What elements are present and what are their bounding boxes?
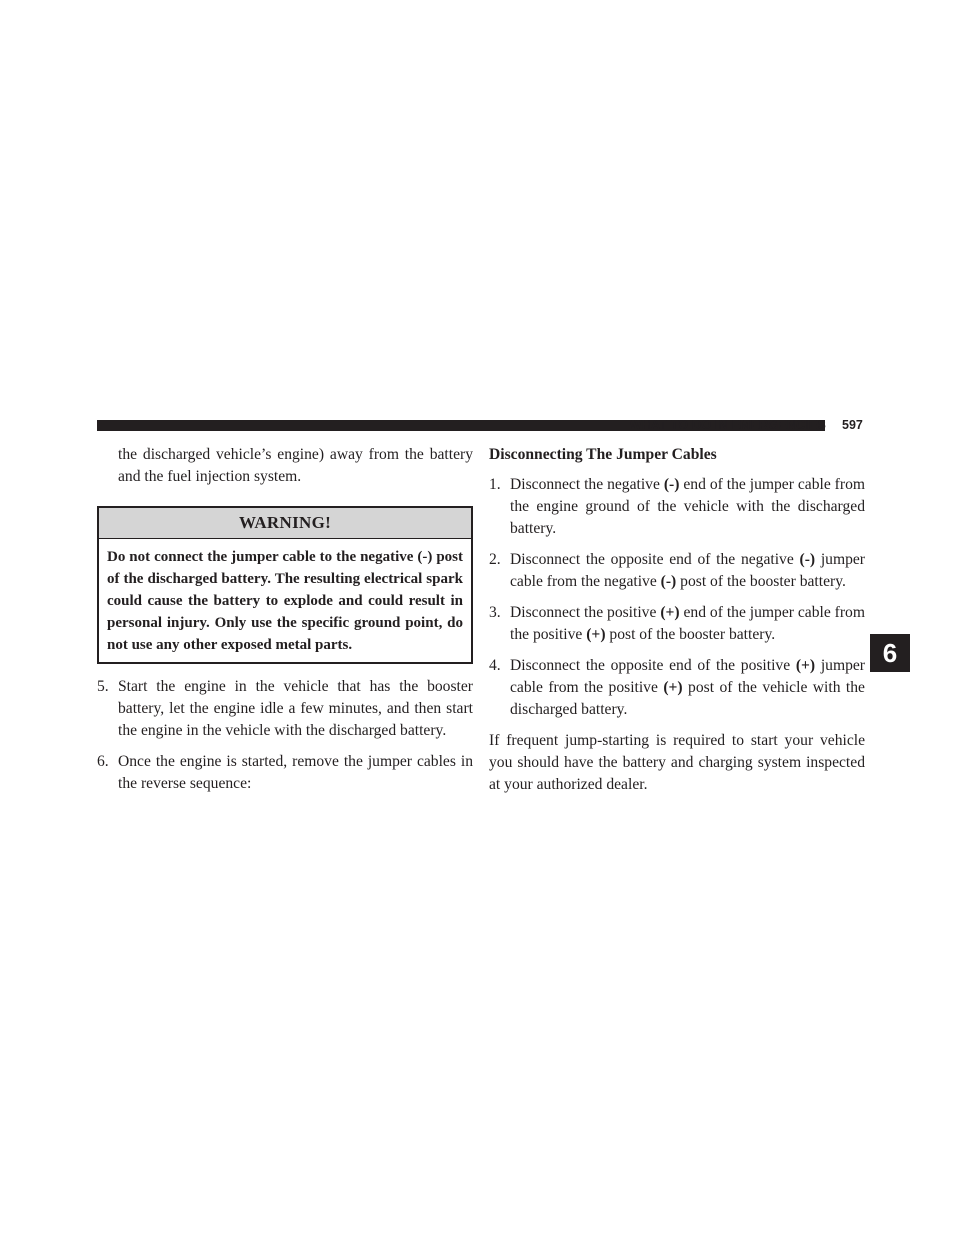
step-text: post of the booster battery. bbox=[605, 626, 776, 643]
polarity-label: (+) bbox=[663, 679, 683, 696]
right-column bbox=[489, 444, 865, 796]
page-number: 597 bbox=[842, 418, 863, 432]
list-item bbox=[489, 602, 865, 646]
closing-paragraph: If frequent jump-starting is required to start your vehicle you should have the battery and charging system inspected at your authorized dealer. bbox=[489, 732, 865, 793]
step-number: 3. bbox=[489, 604, 501, 621]
list-item bbox=[489, 549, 865, 593]
step-text: Disconnect the positive bbox=[510, 604, 661, 621]
step-text: end of the jumper cable from the engine ground of the vehicle with the discharged battery. bbox=[510, 476, 865, 537]
step-text: jumper cable from the positive bbox=[510, 657, 865, 696]
step-text: post of the vehicle with the discharged battery. bbox=[510, 679, 865, 718]
step-text: post of the booster battery. bbox=[676, 573, 846, 590]
step-text: jumper cable from the negative bbox=[510, 551, 865, 590]
step-text: Disconnect the opposite end of the positive bbox=[510, 657, 796, 674]
list-item bbox=[97, 676, 473, 742]
step-text: Start the engine in the vehicle that has the booster battery, let the engine idle a few minutes, and then start the engine in the vehicle with the discharged battery. bbox=[118, 678, 473, 739]
warning-box bbox=[97, 506, 473, 664]
disconnect-steps-list bbox=[489, 474, 865, 721]
warning-title: WARNING! bbox=[99, 508, 471, 539]
step-text: Disconnect the opposite end of the negative bbox=[510, 551, 800, 568]
left-column bbox=[97, 444, 473, 804]
polarity-label: (-) bbox=[660, 573, 677, 590]
chapter-tab: 6 bbox=[870, 634, 910, 672]
step-number: 1. bbox=[489, 476, 501, 493]
continuation-text: the discharged vehicle’s engine) away from the battery and the fuel injection system. bbox=[118, 446, 473, 485]
section-heading: Disconnecting The Jumper Cables bbox=[489, 446, 717, 463]
step-number: 2. bbox=[489, 551, 501, 568]
steps-list bbox=[97, 676, 473, 795]
step-text: Once the engine is started, remove the jumper cables in the reverse sequence: bbox=[118, 753, 473, 792]
polarity-label: (+) bbox=[586, 626, 606, 643]
step-text: end of the jumper cable from the positive bbox=[510, 604, 865, 643]
warning-text: Do not connect the jumper cable to the negative (-) post of the discharged battery. The resulting electrical spark could cause the battery to explode and could result in personal injury. Only use the specific ground point, do not use any other exposed metal parts. bbox=[107, 549, 463, 653]
step-number: 6. bbox=[97, 753, 109, 770]
list-item bbox=[97, 751, 473, 795]
polarity-label: (-) bbox=[663, 476, 680, 493]
list-item bbox=[489, 474, 865, 540]
list-item bbox=[489, 655, 865, 721]
polarity-label: (+) bbox=[795, 657, 816, 674]
polarity-label: (+) bbox=[660, 604, 680, 621]
step-text: Disconnect the negative bbox=[510, 476, 664, 493]
step-number: 5. bbox=[97, 678, 109, 695]
step-number: 4. bbox=[489, 657, 501, 674]
polarity-label: (-) bbox=[799, 551, 816, 568]
section-title: WHAT TO DO IN EMERGENCIES bbox=[629, 418, 826, 432]
